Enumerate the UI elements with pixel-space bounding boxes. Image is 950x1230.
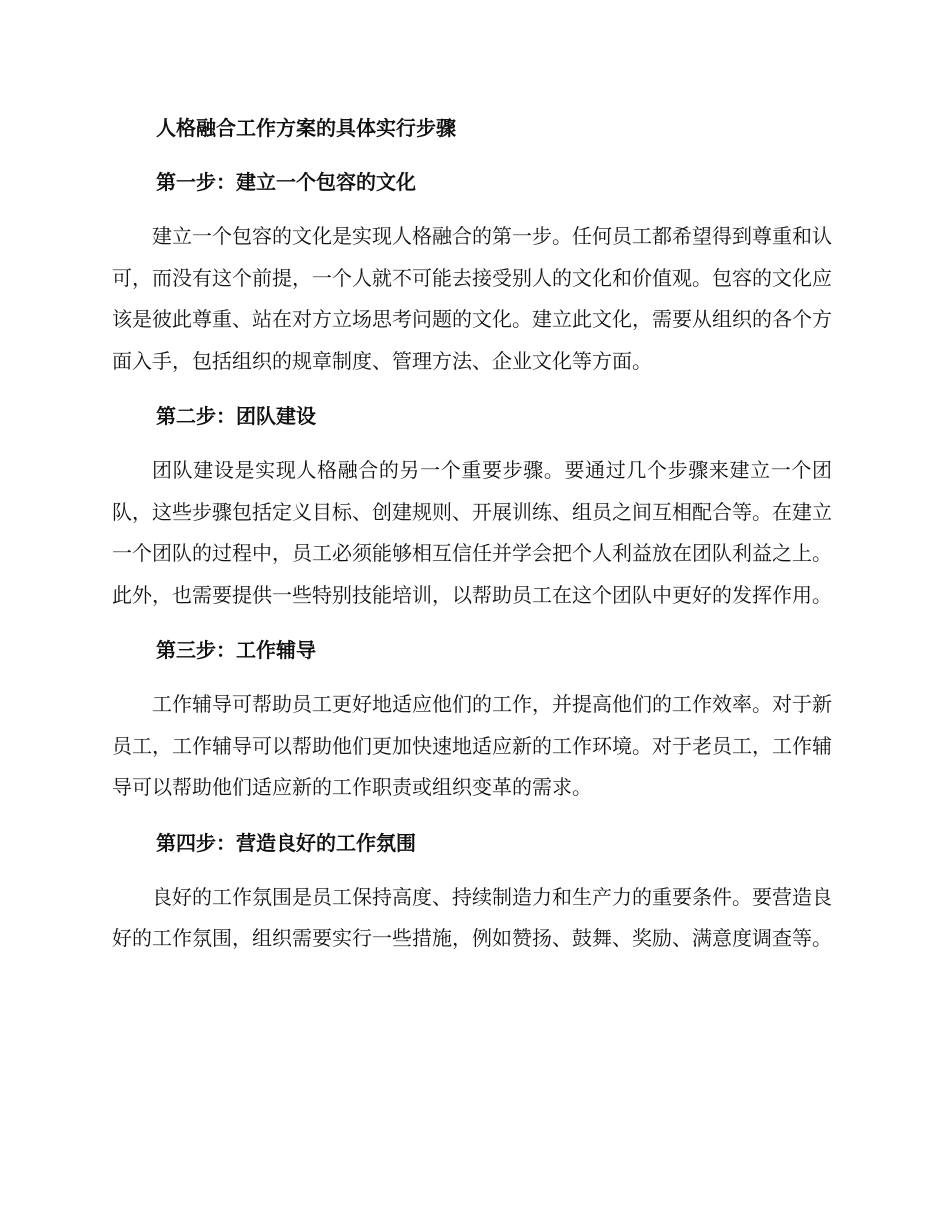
section-heading-3: 第三步：工作辅导 xyxy=(156,638,316,662)
section-heading-2: 第二步：团队建设 xyxy=(156,404,316,428)
section-paragraph-4: 良好的工作氛围是员工保持高度、持续制造力和生产力的重要条件。要营造良好的工作氛围，组织需要实行一些措施，例如赞扬、鼓舞、奖励、满意度调查等。 xyxy=(112,884,832,950)
section-paragraph-2: 团队建设是实现人格融合的另一个重要步骤。要通过几个步骤来建立一个团队，这些步骤包括定义目标、创建规则、开展训练、组员之间互相配合等。在建立一个团队的过程中，员工必须能够相互信任并学会把个人利益放在团队利益之上。此外，也需要提供一些特别技能培训，以帮助员工在这个团队中更好的发挥作用。 xyxy=(112,458,832,607)
document-title: 人格融合工作方案的具体实行步骤 xyxy=(156,116,456,140)
section-heading-4: 第四步：营造良好的工作氛围 xyxy=(156,830,416,855)
section-paragraph-3: 工作辅导可帮助员工更好地适应他们的工作，并提高他们的工作效率。对于新员工，工作辅导可以帮助他们更加快速地适应新的工作环境。对于老员工，工作辅导可以帮助他们适应新的工作职责或组织变革的需求。 xyxy=(112,692,832,799)
section-heading-1: 第一步：建立一个包容的文化 xyxy=(156,170,416,194)
section-paragraph-1: 建立一个包容的文化是实现人格融合的第一步。任何员工都希望得到尊重和认可，而没有这个前提，一个人就不可能去接受别人的文化和价值观。包容的文化应该是彼此尊重、站在对方立场思考问题的文化。建立此文化，需要从组织的各个方面入手，包括组织的规章制度、管理方法、企业文化等方面。 xyxy=(112,224,832,373)
document-body xyxy=(112,108,832,974)
